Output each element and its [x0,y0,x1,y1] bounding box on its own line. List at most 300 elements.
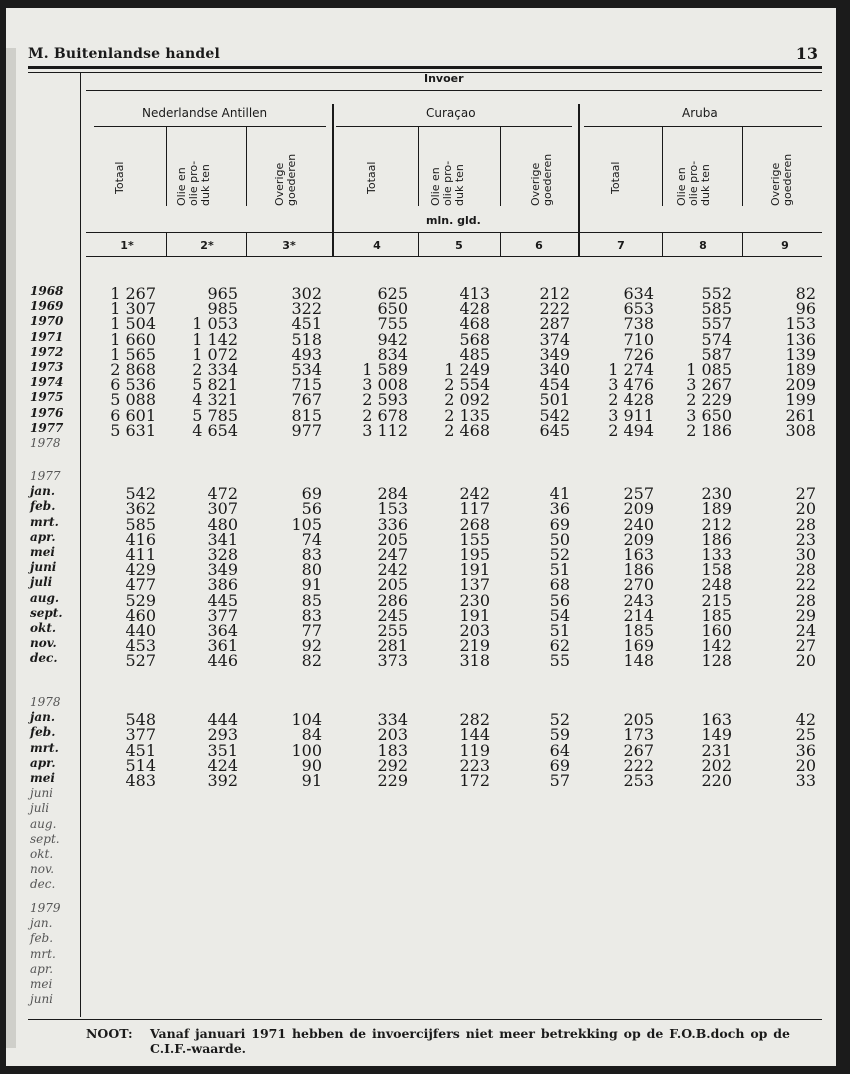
table-cell: 91 [301,575,322,595]
row-label: mrt. [30,740,59,755]
colnum-rule-2 [246,232,247,256]
row-label: juni [30,992,54,1007]
table-cell: 64 [549,740,570,760]
table-cell: 257 [623,484,654,504]
table-cell: 1 307 [110,299,156,319]
table-cell: 307 [207,499,238,519]
table-cell: 529 [125,590,156,610]
col-header-8: Olie en olie pro- duk ten [675,160,712,206]
unit-label: mln. gld. [426,214,481,227]
row-label: nov. [30,862,55,877]
table-cell: 52 [549,710,570,730]
table-cell: 428 [459,299,490,319]
table-cell: 444 [207,710,238,730]
table-cell: 726 [623,344,654,364]
table-cell: 191 [459,605,490,625]
table-cell: 767 [291,390,322,410]
colnum-rule-4 [418,232,419,256]
table-cell: 416 [125,529,156,549]
table-cell: 5 088 [110,390,156,410]
table-cell: 1 589 [362,360,408,379]
row-label: mei [30,977,53,991]
table-cell: 91 [301,771,322,790]
table-cell: 56 [549,590,570,610]
group-rule-3 [584,126,822,127]
footnote-text: Vanaf januari 1971 hebben de invoercijfers niet meer betrekking op de F.O.B.doch op de C.I.F.-waarde. [150,1026,790,1056]
table-cell: 318 [459,651,490,671]
table-cell: 136 [785,329,816,349]
table-cell: 24 [795,621,816,640]
page-number: 13 [795,44,818,63]
table-cell: 69 [549,514,570,534]
table-cell: 142 [701,636,732,656]
table-cell: 413 [459,284,490,303]
table-cell: 2 678 [362,405,408,425]
binder-edge [6,48,16,1048]
bottom-rule [28,1019,822,1020]
row-label: okt. [30,621,57,635]
table-cell: 137 [459,575,490,595]
table-cell: 429 [125,560,156,580]
table-cell: 214 [623,605,654,625]
col-number-6: 6 [535,239,543,252]
row-label: apr. [30,529,56,544]
table-cell: 514 [125,755,156,775]
table-cell: 169 [623,636,654,656]
table-cell: 653 [623,299,654,319]
table-cell: 942 [377,329,408,349]
table-cell: 738 [623,314,654,334]
table-cell: 322 [291,299,322,319]
col-number-5: 5 [455,239,463,252]
table-cell: 287 [539,314,570,334]
table-cell: 205 [377,529,408,549]
table-cell: 548 [125,710,156,730]
table-cell: 1 053 [192,314,238,334]
colnum-rule-8 [742,232,743,256]
row-label: feb. [30,931,54,946]
table-cell: 284 [377,484,408,504]
table-cell: 2 092 [444,390,490,410]
row-label: 1973 [30,360,64,374]
table-cell: 392 [207,771,238,790]
table-cell: 222 [539,299,570,319]
table-cell: 985 [207,299,238,319]
table-cell: 977 [291,420,322,440]
table-cell: 57 [549,771,570,790]
table-cell: 472 [207,484,238,504]
table-cell: 231 [701,740,732,760]
table-cell: 82 [301,651,322,671]
row-label: feb. [30,499,56,514]
group-rule-2 [336,126,572,127]
table-cell: 117 [459,499,490,519]
row-label: 1977 [30,420,64,435]
col-header-4: Totaal [365,161,378,194]
table-cell: 1 660 [110,329,156,349]
table-cell: 460 [125,605,156,625]
table-cell: 186 [623,560,654,580]
table-cell: 2 593 [362,390,408,410]
table-cell: 267 [623,740,654,760]
table-cell: 411 [125,545,156,564]
table-cell: 341 [207,529,238,549]
table-cell: 20 [795,651,816,671]
table-cell: 453 [125,636,156,656]
table-cell: 557 [701,314,732,334]
table-cell: 203 [377,725,408,745]
col-number-4: 4 [373,239,381,252]
table-cell: 96 [795,299,816,319]
table-cell: 199 [785,390,816,410]
col-number-rule-bottom [86,256,822,257]
group-aruba: Aruba [682,106,718,120]
table-cell: 90 [301,755,322,775]
row-label: juni [30,560,57,575]
table-cell: 468 [459,314,490,334]
table-cell: 189 [785,360,816,379]
table-cell: 173 [623,725,654,745]
table-cell: 230 [701,484,732,504]
table-cell: 501 [539,390,570,410]
table-cell: 527 [125,651,156,671]
table-cell: 20 [795,499,816,519]
row-label: 1977 [30,469,61,483]
col-number-8: 8 [699,239,707,252]
row-label: mrt. [30,514,59,529]
row-label: okt. [30,847,54,861]
table-cell: 349 [539,344,570,364]
col-rule-4 [418,126,419,206]
col-number-3: 3* [282,239,296,252]
table-cell: 42 [795,710,816,730]
table-cell: 965 [207,284,238,303]
table-cell: 153 [377,499,408,519]
table-cell: 105 [291,514,322,534]
table-cell: 340 [539,360,570,379]
row-label: 1969 [30,299,64,314]
table-cell: 361 [207,636,238,656]
table-cell: 59 [549,725,570,745]
table-cell: 480 [207,514,238,534]
table-cell: 302 [291,284,322,303]
table-cell: 82 [795,284,816,303]
table-cell: 2 868 [110,360,156,379]
table-cell: 68 [549,575,570,595]
row-label: 1976 [30,405,64,420]
table-cell: 2 186 [686,420,732,440]
table-cell: 362 [125,499,156,519]
table-cell: 28 [795,590,816,610]
table-cell: 446 [207,651,238,671]
table-cell: 41 [549,484,570,504]
table-cell: 215 [701,590,732,610]
row-label: 1979 [30,901,61,915]
table-cell: 247 [377,545,408,564]
table-cell: 223 [459,755,490,775]
table-cell: 270 [623,575,654,595]
table-cell: 28 [795,514,816,534]
table-cell: 2 229 [686,390,732,410]
table-cell: 183 [377,740,408,760]
table-cell: 715 [291,375,322,395]
col-header-1: Totaal [113,161,126,194]
table-cell: 445 [207,590,238,610]
table-cell: 83 [301,605,322,625]
table-cell: 69 [301,484,322,504]
table-cell: 186 [701,529,732,549]
table-cell: 30 [795,545,816,564]
table-cell: 104 [291,710,322,730]
table-cell: 834 [377,344,408,364]
table-cell: 51 [549,621,570,640]
row-label: apr. [30,961,54,976]
table-cell: 292 [377,755,408,775]
table-cell: 552 [701,284,732,303]
document-page [6,8,836,1066]
table-cell: 1 274 [608,360,654,379]
row-label: 1968 [30,284,64,298]
table-cell: 585 [701,299,732,319]
table-cell: 77 [301,621,322,640]
row-label: sept. [30,831,60,846]
row-label: mei [30,545,55,559]
table-cell: 1 565 [110,344,156,364]
table-cell: 542 [125,484,156,504]
row-label: aug. [30,816,57,831]
col-rule-7 [662,126,663,206]
table-cell: 364 [207,621,238,640]
table-cell: 54 [549,605,570,625]
row-label: 1978 [30,695,61,709]
table-cell: 5 631 [110,420,156,440]
table-cell: 153 [785,314,816,334]
table-cell: 36 [795,740,816,760]
table-cell: 62 [549,636,570,656]
table-cell: 568 [459,329,490,349]
table-cell: 282 [459,710,490,730]
table-cell: 100 [291,740,322,760]
table-cell: 55 [549,651,570,671]
section-heading: M. Buitenlandse handel [28,46,220,62]
table-cell: 308 [785,420,816,440]
table-cell: 242 [377,560,408,580]
table-cell: 33 [795,771,816,790]
table-cell: 2 135 [444,405,490,425]
col-header-2: Olie en olie pro- duk ten [175,160,212,206]
table-cell: 1 072 [192,344,238,364]
table-cell: 220 [701,771,732,790]
table-cell: 51 [549,560,570,580]
table-cell: 25 [795,725,816,745]
table-cell: 3 476 [608,375,654,395]
table-cell: 1 249 [444,360,490,379]
row-label: 1970 [30,314,64,329]
table-cell: 84 [301,725,322,745]
colnum-rule-7 [662,232,663,256]
table-cell: 451 [125,740,156,760]
table-cell: 209 [623,499,654,519]
table-cell: 542 [539,405,570,425]
table-cell: 5 785 [192,405,238,425]
row-label: juni [30,786,54,801]
table-cell: 50 [549,529,570,549]
row-label: feb. [30,725,56,740]
table-cell: 23 [795,529,816,549]
table-cell: 5 821 [192,375,238,395]
table-cell: 645 [539,420,570,440]
table-cell: 212 [539,284,570,303]
col-rule-8 [742,126,743,206]
table-cell: 493 [291,344,322,364]
table-cell: 205 [377,575,408,595]
table-cell: 518 [291,329,322,349]
table-cell: 242 [459,484,490,504]
row-label: juli [30,575,53,590]
col-header-6: Overige goederen [529,153,554,206]
table-cell: 36 [549,499,570,519]
footnote-label: NOOT: [86,1026,133,1041]
table-cell: 650 [377,299,408,319]
table-cell: 293 [207,725,238,745]
table-cell: 144 [459,725,490,745]
table-cell: 56 [301,499,322,519]
table-cell: 440 [125,621,156,640]
row-label: apr. [30,755,56,770]
table-cell: 133 [701,545,732,564]
col-rule-5 [500,126,501,206]
table-cell: 373 [377,651,408,671]
table-cell: 6 601 [110,405,156,425]
table-cell: 29 [795,605,816,625]
table-cell: 119 [459,740,490,760]
table-cell: 534 [291,360,322,379]
table-cell: 585 [125,514,156,534]
table-cell: 574 [701,329,732,349]
table-cell: 634 [623,284,654,303]
table-cell: 2 428 [608,390,654,410]
left-column-rule [80,72,81,1017]
row-label: 1972 [30,344,64,359]
group-rule-1 [94,126,326,127]
table-cell: 349 [207,560,238,580]
table-cell: 243 [623,590,654,610]
table-cell: 6 536 [110,375,156,395]
table-cell: 85 [301,590,322,610]
table-cell: 92 [301,636,322,656]
table-cell: 1 142 [192,329,238,349]
table-cell: 4 654 [192,420,238,440]
row-label: aug. [30,590,60,605]
table-cell: 74 [301,529,322,549]
col-header-7: Totaal [609,161,622,194]
table-cell: 139 [785,344,816,364]
table-cell: 4 321 [192,390,238,410]
table-cell: 148 [623,651,654,671]
table-cell: 195 [459,545,490,564]
col-number-7: 7 [617,239,625,252]
table-cell: 3 008 [362,375,408,395]
table-cell: 172 [459,771,490,790]
table-cell: 185 [701,605,732,625]
row-label: 1978 [30,436,61,450]
table-cell: 3 112 [362,420,408,440]
table-cell: 755 [377,314,408,334]
table-cell: 1 085 [686,360,732,379]
row-label: jan. [30,916,53,931]
row-label: juli [30,801,50,816]
row-label: sept. [30,605,63,620]
table-cell: 69 [549,755,570,775]
table-cell: 189 [701,499,732,519]
table-cell: 261 [785,405,816,425]
table-cell: 219 [459,636,490,656]
colnum-rule-1 [166,232,167,256]
table-cell: 222 [623,755,654,775]
table-cell: 1 504 [110,314,156,334]
invoer-heading: Invoer [424,72,464,85]
table-cell: 240 [623,514,654,534]
table-cell: 80 [301,560,322,580]
table-cell: 268 [459,514,490,534]
table-cell: 483 [125,771,156,790]
table-cell: 451 [291,314,322,334]
table-cell: 351 [207,740,238,760]
table-cell: 248 [701,575,732,595]
row-label: 1975 [30,390,64,405]
table-cell: 1 267 [110,284,156,303]
table-cell: 328 [207,545,238,564]
col-number-9: 9 [781,239,789,252]
table-cell: 374 [539,329,570,349]
row-label: mei [30,771,55,785]
table-cell: 3 267 [686,375,732,395]
group-divider-2 [578,104,580,256]
col-header-3: Overige goederen [273,153,298,206]
table-cell: 334 [377,710,408,730]
row-label: mrt. [30,946,56,961]
table-cell: 191 [459,560,490,580]
table-cell: 158 [701,560,732,580]
table-cell: 3 911 [608,405,654,425]
table-cell: 230 [459,590,490,610]
table-cell: 253 [623,771,654,790]
row-label: dec. [30,877,56,892]
table-cell: 710 [623,329,654,349]
table-cell: 209 [785,375,816,395]
row-label: dec. [30,651,58,666]
table-cell: 52 [549,545,570,564]
table-cell: 163 [623,545,654,564]
table-cell: 625 [377,284,408,303]
table-cell: 22 [795,575,816,595]
colnum-rule-5 [500,232,501,256]
table-cell: 229 [377,771,408,790]
col-number-1: 1* [120,239,134,252]
table-cell: 377 [125,725,156,745]
group-curacao: Curaçao [426,106,476,120]
header-rule-1 [86,90,822,91]
table-cell: 245 [377,605,408,625]
table-cell: 2 494 [608,420,654,440]
table-cell: 128 [701,651,732,671]
table-cell: 185 [623,621,654,640]
row-label: jan. [30,710,56,725]
group-divider-1 [332,104,334,256]
table-cell: 209 [623,529,654,549]
table-cell: 2 468 [444,420,490,440]
table-cell: 203 [459,621,490,640]
